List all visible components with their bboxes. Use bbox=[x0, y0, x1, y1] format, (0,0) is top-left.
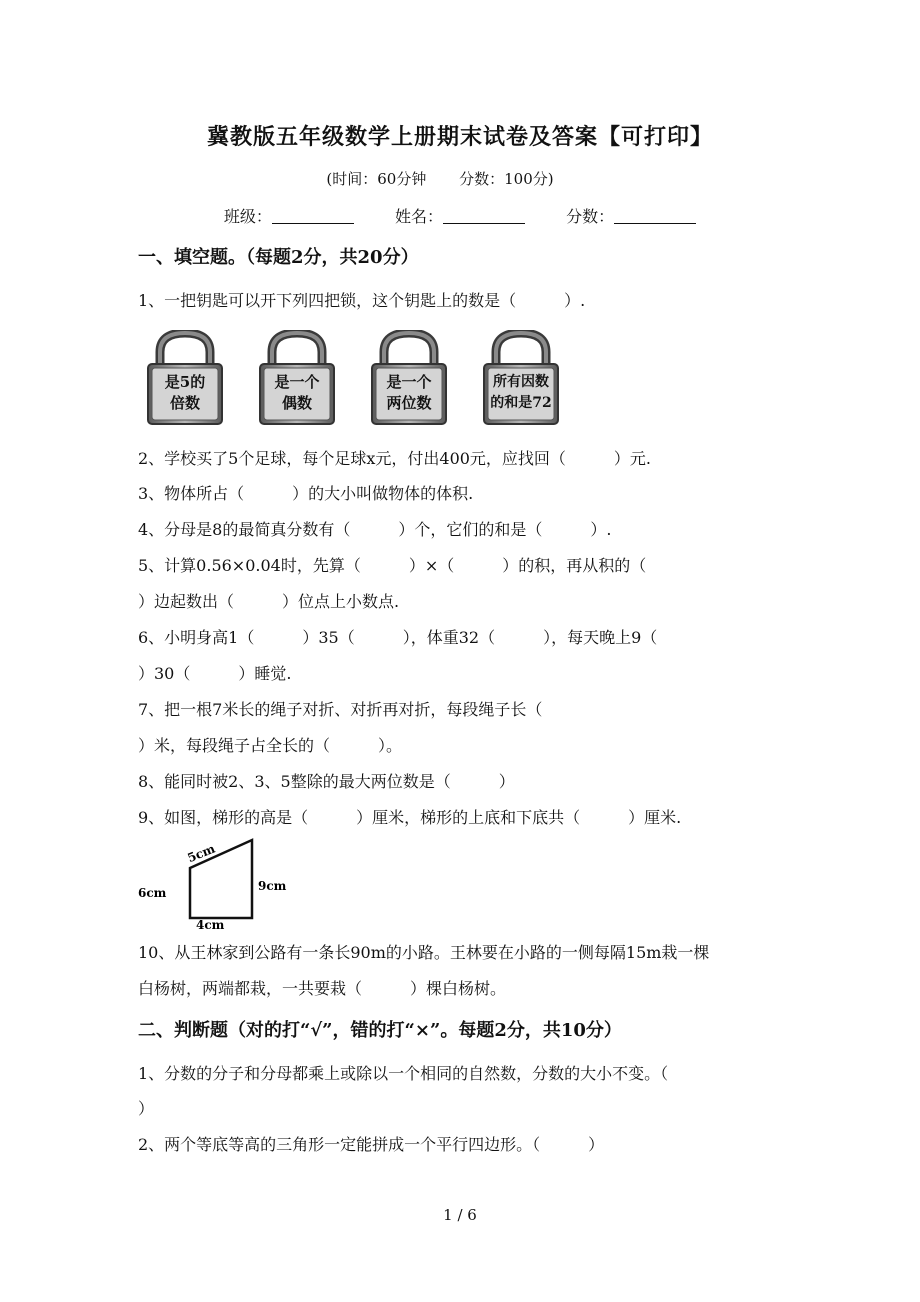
question-line: 3、物体所占（ ）的大小叫做物体的体积. bbox=[138, 484, 474, 503]
lock-label: 两位数 bbox=[386, 394, 432, 412]
trapezoid-bottom-label: 4cm bbox=[196, 918, 225, 930]
question-line: 6、小明身高1（ ）35（ ），体重32（ ），每天晚上9（ bbox=[138, 628, 658, 647]
question-line: 白杨树，两端都栽，一共要栽（ ）棵白杨树。 bbox=[138, 979, 507, 998]
exam-time: (时间：60分钟 bbox=[326, 170, 427, 188]
question-line: 7、把一根7米长的绳子对折、对折再对折，每段绳子长（ bbox=[138, 700, 543, 719]
score-blank[interactable] bbox=[614, 207, 696, 224]
question-line: 2、学校买了5个足球，每个足球x元，付出400元，应找回（ ）元. bbox=[138, 449, 652, 468]
section-heading-fill-blank: 一、填空题。（每题2分，共20分） bbox=[138, 247, 419, 268]
trapezoid-right-label: 9cm bbox=[258, 879, 287, 893]
question-line: 2、两个等底等高的三角形一定能拼成一个平行四边形。（ ） bbox=[138, 1135, 605, 1154]
lock-label: 是5的 bbox=[164, 373, 206, 391]
lock-label: 的和是72 bbox=[490, 395, 552, 411]
lock-label: 是一个 bbox=[274, 373, 320, 391]
question-line: 10、从王林家到公路有一条长90m的小路。王林要在小路的一侧每隔15m栽一棵 bbox=[138, 943, 710, 962]
trapezoid-left-label: 6cm bbox=[138, 886, 167, 900]
question-line: 5、计算0.56×0.04时，先算（ ）×（ ）的积，再从积的（ bbox=[138, 556, 647, 575]
question-line: ）米，每段绳子占全长的（ ）。 bbox=[138, 736, 403, 755]
name-label: 姓名： bbox=[394, 207, 443, 226]
class-label: 班级： bbox=[223, 207, 272, 226]
lock-label: 倍数 bbox=[169, 394, 200, 412]
section-heading-true-false: 二、判断题（对的打“√”，错的打“×”。每题2分，共10分） bbox=[138, 1020, 622, 1041]
question-line: 9、如图，梯形的高是（ ）厘米，梯形的上底和下底共（ ）厘米. bbox=[138, 808, 682, 827]
trapezoid-slant-label: 5cm bbox=[185, 841, 218, 866]
question-line: ）边起数出（ ）位点上小数点. bbox=[138, 592, 400, 611]
page-number: 1 / 6 bbox=[443, 1206, 477, 1224]
question-line: 1、一把钥匙可以开下列四把锁，这个钥匙上的数是（ ）. bbox=[138, 291, 586, 310]
lock-label: 偶数 bbox=[281, 394, 312, 412]
student-info bbox=[0, 204, 920, 227]
class-blank[interactable] bbox=[272, 207, 354, 224]
lock-label: 所有因数 bbox=[493, 374, 549, 390]
question-line: 8、能同时被2、3、5整除的最大两位数是（ ） bbox=[138, 772, 515, 791]
name-blank[interactable] bbox=[443, 207, 525, 224]
exam-meta bbox=[0, 168, 880, 189]
trapezoid-figure bbox=[138, 838, 308, 930]
lock-label: 是一个 bbox=[386, 373, 432, 391]
exam-total-score: 分数：100分) bbox=[459, 170, 554, 188]
score-label: 分数： bbox=[566, 207, 615, 226]
document-title: 冀教版五年级数学上册期末试卷及答案【可打印】 bbox=[206, 124, 713, 150]
question-line: ） bbox=[138, 1099, 155, 1118]
question-line: ）30（ ）睡觉. bbox=[138, 664, 292, 683]
question-line: 1、分数的分子和分母都乘上或除以一个相同的自然数，分数的大小不变。（ bbox=[138, 1064, 669, 1083]
question-line: 4、分母是8的最简真分数有（ ）个，它们的和是（ ）. bbox=[138, 520, 612, 539]
